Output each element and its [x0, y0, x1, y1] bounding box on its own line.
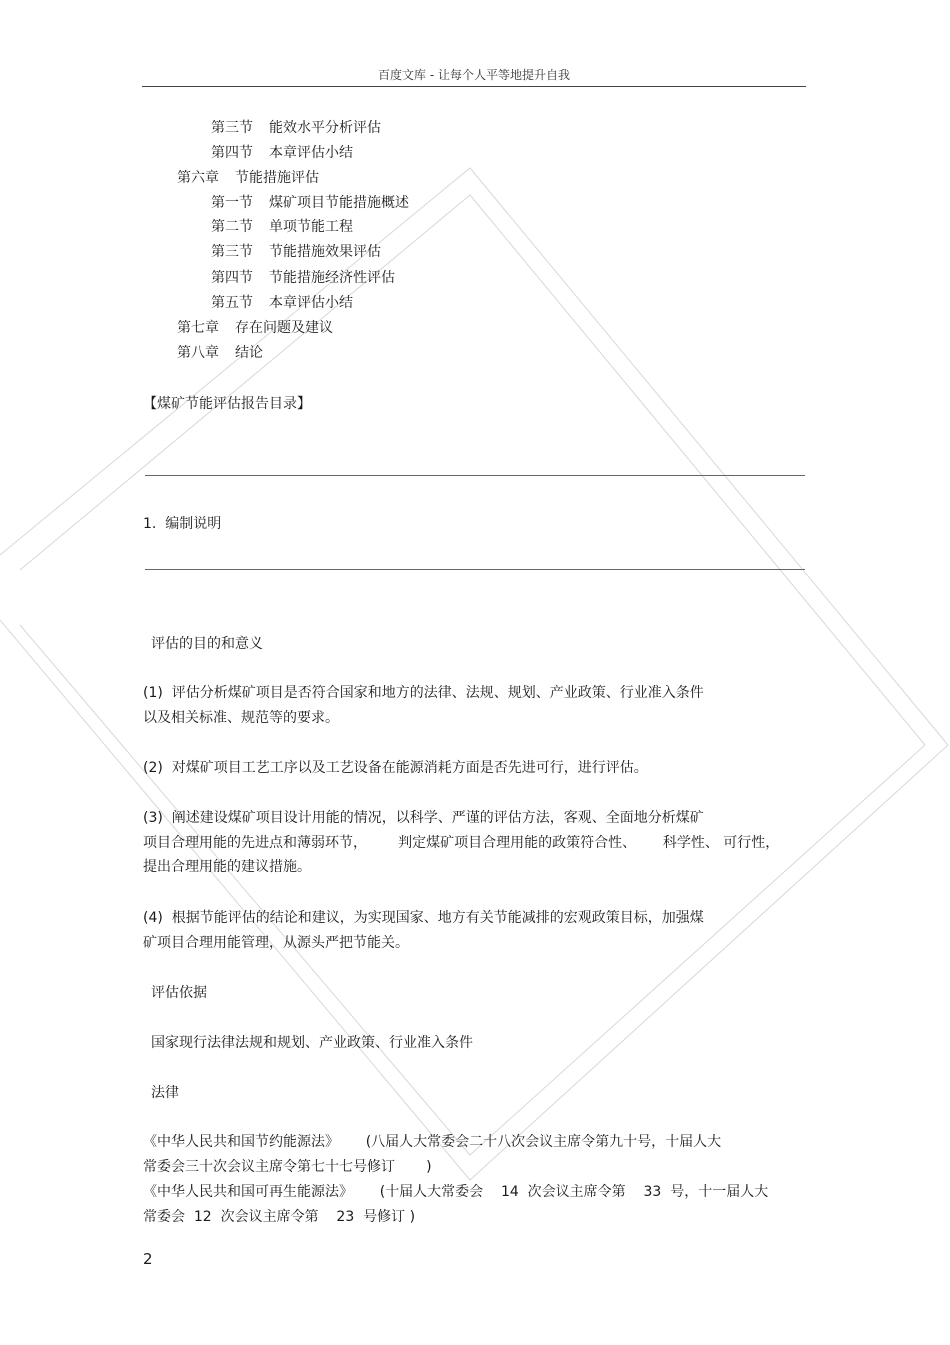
paragraph-line: (3) 阐述建设煤矿项目设计用能的情况，以科学、严谨的评估方法，客观、全面地分析煤矿 [143, 810, 704, 826]
toc-entry [211, 194, 409, 212]
paragraph-line: 《中华人民共和国可再生能源法》 (十届人大常委会 14 次会议主席令第 33 号，十一届人大 [143, 1184, 769, 1200]
toc-entry-number: 第五节 [211, 295, 253, 311]
toc-entry-title: 结论 [235, 345, 263, 361]
toc-entry [211, 119, 381, 137]
section-rule-bottom [145, 569, 805, 570]
purpose-heading: 评估的目的和意义 [151, 636, 263, 652]
paragraph-line: (4) 根据节能评估的结论和建议，为实现国家、地方有关节能减排的宏观政策目标，加强煤 [143, 910, 704, 926]
toc-chapter [177, 319, 333, 337]
section-rule-top [145, 475, 805, 476]
paragraph-line: 项目合理用能的先进点和薄弱环节， 判定煤矿项目合理用能的政策符合性、 科学性、 可行性， [143, 835, 780, 851]
paragraph-line: (1) 评估分析煤矿项目是否符合国家和地方的法律、法规、规划、产业政策、行业准入条件 [143, 685, 704, 701]
paragraph-line: 《中华人民共和国节约能源法》 (八届人大常委会二十八次会议主席令第九十号，十届人大 [143, 1134, 722, 1150]
toc-entry-number: 第一节 [211, 195, 253, 211]
toc-entry [211, 243, 381, 261]
header-rule [142, 86, 806, 87]
toc-entry-title: 煤矿项目节能措施概述 [269, 195, 409, 211]
toc-entry-number: 第八章 [177, 345, 219, 361]
toc-entry-title: 节能措施效果评估 [269, 244, 381, 260]
page-number: 2 [143, 1250, 153, 1268]
toc-entry-title: 节能措施经济性评估 [269, 270, 395, 286]
paragraph-line: 提出合理用能的建议措施。 [143, 859, 311, 875]
paragraph-line: 以及相关标准、规范等的要求。 [143, 710, 339, 726]
law-heading: 法律 [151, 1085, 179, 1101]
toc-entry-title: 节能措施评估 [235, 170, 319, 186]
toc-entry [211, 294, 353, 312]
toc-entry-number: 第二节 [211, 219, 253, 235]
paragraph-line: 常委会 12 次会议主席令第 23 号修订 ) [143, 1209, 416, 1225]
toc-entry-number: 第四节 [211, 145, 253, 161]
toc-chapter [177, 344, 263, 362]
toc-entry-number: 第七章 [177, 320, 219, 336]
paragraph-line: 矿项目合理用能管理，从源头严把节能关。 [143, 935, 409, 951]
basis-heading: 评估依据 [151, 985, 207, 1001]
paragraph-line: (2) 对煤矿项目工艺工序以及工艺设备在能源消耗方面是否先进可行，进行评估。 [143, 760, 648, 776]
report-title: 【煤矿节能评估报告目录】 [143, 396, 311, 412]
toc-entry-title: 能效水平分析评估 [269, 120, 381, 136]
basis-subheading: 国家现行法律法规和规划、产业政策、行业准入条件 [151, 1035, 473, 1051]
toc-entry-title: 本章评估小结 [269, 145, 353, 161]
toc-entry [211, 218, 353, 236]
page-header: 百度文库 - 让每个人平等地提升自我 [378, 68, 570, 82]
toc-entry-title: 单项节能工程 [269, 219, 353, 235]
toc-chapter [177, 169, 319, 187]
toc-entry [211, 269, 395, 287]
toc-entry-number: 第三节 [211, 244, 253, 260]
toc-entry-number: 第六章 [177, 170, 219, 186]
toc-entry-title: 存在问题及建议 [235, 320, 333, 336]
toc-entry [211, 144, 353, 162]
toc-entry-number: 第三节 [211, 120, 253, 136]
toc-entry-title: 本章评估小结 [269, 295, 353, 311]
paragraph-line: 常委会三十次会议主席令第七十七号修订 ) [143, 1159, 432, 1175]
toc-entry-number: 第四节 [211, 270, 253, 286]
section-title: 1. 编制说明 [143, 516, 222, 532]
